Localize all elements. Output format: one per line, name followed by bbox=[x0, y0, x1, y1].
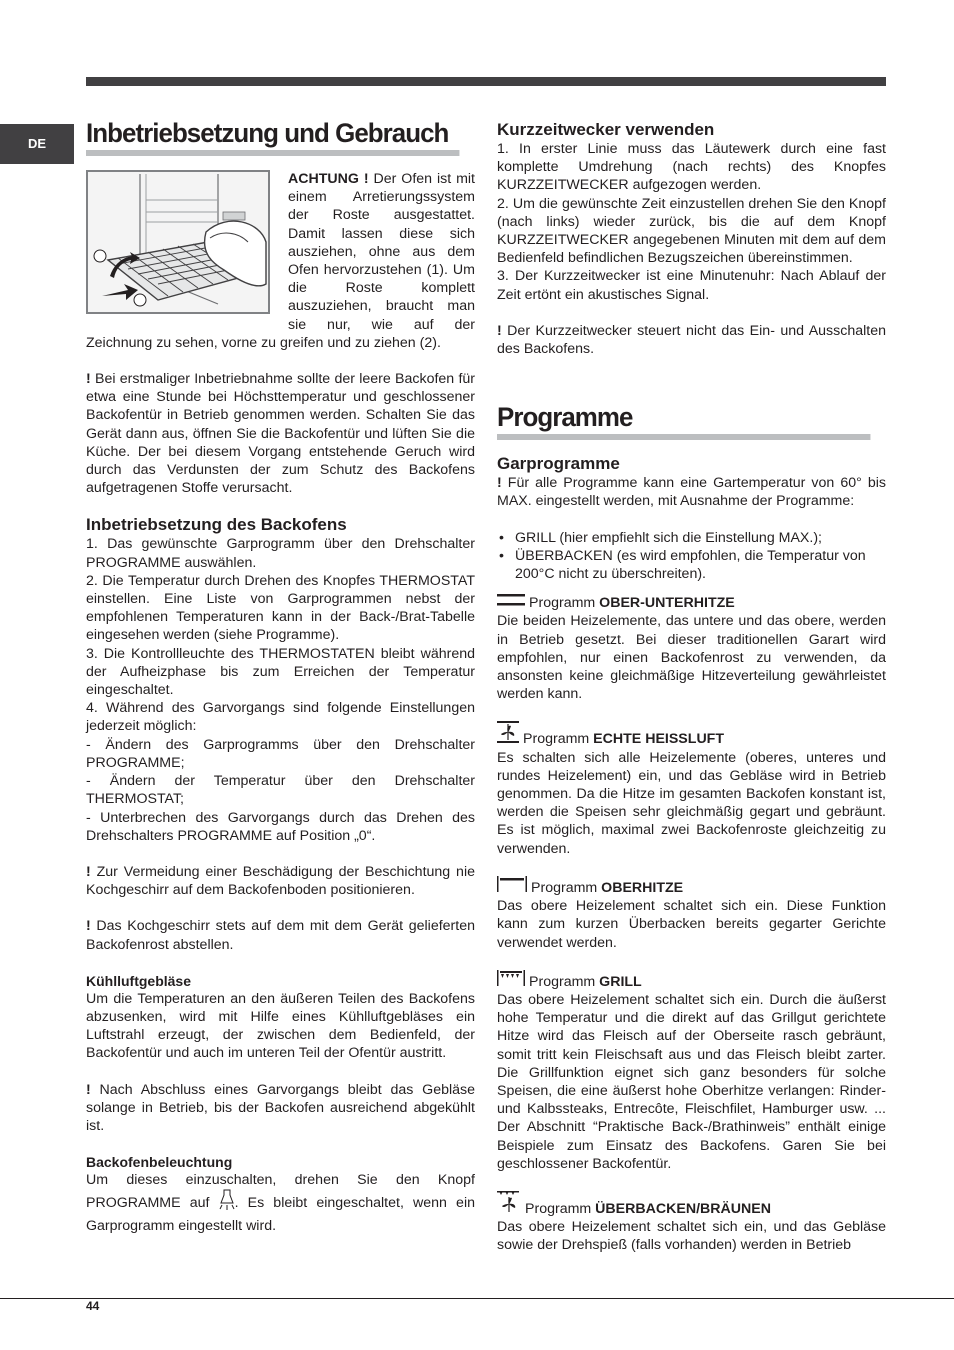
program-name: OBER-UNTERHITZE bbox=[599, 595, 735, 612]
grill-icon bbox=[497, 970, 525, 991]
top-bottom-heat-icon bbox=[497, 593, 525, 612]
warning-mark: ! bbox=[86, 863, 91, 880]
language-tab: DE bbox=[0, 124, 74, 164]
program-name: GRILL bbox=[599, 973, 642, 990]
cookware-warning: ! Das Kochgeschirr stets auf dem mit dem Gerät gelieferten Backofenrost abstellen. bbox=[86, 918, 475, 953]
left-column bbox=[86, 118, 475, 1235]
heading-inbetriebsetzung: Inbetriebsetzung des Backofens bbox=[86, 515, 347, 535]
step-4a: - Ändern des Garprogramms über den Drehschalter PROGRAMME; bbox=[86, 736, 475, 771]
footer-rule bbox=[0, 1298, 954, 1299]
kurz-step-3: 3. Der Kurzzeitwecker ist eine Minutenuhr: Nach Ablauf der Zeit ertönt ein akustisches Signal. bbox=[497, 268, 886, 303]
step-4b: - Ändern der Temperatur über den Drehschalter THERMOSTAT; bbox=[86, 773, 475, 808]
heading-beleuchtung: Backofenbeleuchtung bbox=[86, 1154, 233, 1171]
program-text-oberhitze: Das obere Heizelement schaltet sich ein. Diese Funktion kann zum kurzen Überbacken bereits gegarter Gerichte verwendet werden. bbox=[497, 898, 886, 951]
warning-mark: ! bbox=[86, 918, 91, 935]
step-2: 2. Die Temperatur durch Drehen des Knopfes THERMOSTAT einstellen. Eine Liste von Garprogrammen nebst der empfohlenen Temperaturen kann in der Back-/Brat-Tabelle eingesehen werden (siehe Programme). bbox=[86, 572, 475, 644]
section-title-usage: Inbetriebsetzung und Gebrauch bbox=[86, 118, 459, 156]
top-rule bbox=[86, 77, 886, 86]
program-heading-ober-unterhitze: Programm OBER-UNTERHITZE bbox=[497, 593, 886, 612]
program-heading-ueberbacken: Programm ÜBERBACKEN/BRÄUNEN bbox=[497, 1191, 886, 1218]
beleuchtung-text: Um dieses einzuschalten, drehen Sie den Knopf PROGRAMME auf . Es bleibt eingeschaltet, wenn ein Garprogramm eingestellt wird. bbox=[86, 1172, 475, 1234]
program-text-ueberbacken: Das obere Heizelement schaltet sich ein, und das Gebläse sowie der Drehspieß (falls vorhanden) werden in Betrieb bbox=[497, 1219, 886, 1254]
exception-list bbox=[497, 529, 886, 584]
program-name: OBERHITZE bbox=[601, 879, 684, 896]
program-text-grill: Das obere Heizelement schaltet sich ein. Durch die äußerst hohe Temperatur und die direkt auf das Grillgut gerichtete Hitze wird das Fleisch auf der Oberseite rasch gebräunt, somit tritt kein Fleischsaft aus und das Fleisch bleibt zarter. Die Grillfunktion eignet sich ganz besonders für solche Speisen, die eine äußerst hohe Oberhitze verlangen: Rinder- und Kalbssteaks, Entrecôte, Fleischfilet, Hamburger usw. ... Der Abschnitt “Praktische Back-/Brathinweis” enthält einige Beispiele zum Einsatz des Backofens. Garen Sie bei geschlossener Backofentür. bbox=[497, 991, 886, 1172]
step-4: 4. Während des Garvorgangs sind folgende Einstellungen jederzeit möglich: bbox=[86, 700, 475, 735]
warning-mark: ! bbox=[86, 1081, 91, 1098]
step-4c: - Unterbrechen des Garvorgangs durch das Drehen des Drehschalters PROGRAMME auf Position „0“. bbox=[86, 809, 475, 844]
program-heading-oberhitze: Programm OBERHITZE bbox=[497, 876, 886, 897]
heading-kurzzeitwecker: Kurzzeitwecker verwenden bbox=[497, 120, 715, 139]
list-item: • ÜBERBACKEN (es wird empfohlen, die Temperatur von 200°C nicht zu überschreiten). bbox=[497, 547, 886, 583]
kurz-step-1: 1. In erster Linie muss das Läutewerk durch eine fast komplette Umdrehung (nach rechts) des Knopfes KURZZEITWECKER aufgezogen werden. bbox=[497, 141, 886, 194]
program-name: ECHTE HEISSLUFT bbox=[593, 731, 725, 748]
warning-mark: ! bbox=[497, 322, 502, 339]
program-text-heissluft: Es schalten sich alle Heizelemente (oberes, unteres und rundes Heizelement) ein, und das Gebläse wird in Betrieb genommen. Da die Hitze im gesamten Backofen konstant ist, werden die Speisen sehr gleichmäßig gegart und gebräunt. Es ist möglich, maximal zwei Backofenroste gleichzeitig zu verwenden. bbox=[497, 749, 886, 857]
section-title-programme: Programme bbox=[497, 402, 870, 440]
program-heading-grill: Programm GRILL bbox=[497, 970, 886, 991]
program-heading-heissluft: Programm ECHTE HEISSLUFT bbox=[497, 721, 886, 748]
convection-fan-icon bbox=[497, 721, 519, 748]
achtung-block bbox=[86, 170, 475, 352]
fan-warning: ! Nach Abschluss eines Garvorgangs bleibt das Gebläse solange in Betrieb, bis der Backofen ausreichend abgekühlt ist. bbox=[86, 1081, 475, 1134]
page-number: 44 bbox=[86, 1299, 100, 1313]
heading-garprogramme: Garprogramme bbox=[497, 454, 620, 474]
oven-rack-drawing bbox=[88, 172, 268, 312]
oven-light-icon bbox=[219, 1189, 235, 1216]
top-heat-icon bbox=[497, 876, 527, 897]
step-3: 3. Die Kontrollleuchte des THERMOSTATEN bleibt während der Aufheizphase bis zum Erreichen der Temperatur eingeschaltet. bbox=[86, 645, 475, 699]
kurz-step-2: 2. Um die gewünschte Zeit einzustellen drehen Sie den Knopf (nach links) wieder zurück, bis die auf dem Knopf KURZZEITWECKER angegebenen Minuten mit dem auf dem Bedienfeld befindlichen Bezugszeichen übereinstimmen. bbox=[497, 195, 886, 267]
fan-grill-icon bbox=[497, 1191, 521, 1218]
list-item: • GRILL (hier empfiehlt sich die Einstellung MAX.); bbox=[497, 529, 886, 547]
right-column bbox=[497, 118, 886, 1255]
warning-mark: ! bbox=[86, 371, 91, 388]
heading-kuehlluft: Kühlluftgebläse bbox=[86, 972, 192, 989]
first-use-warning: ! Bei erstmaliger Inbetriebnahme sollte der leere Backofen für etwa eine Stunde bei Höchsttemperatur und geschlossener Backofentür in Betrieb genommen werden. Schalten Sie das Gerät dann aus, öffnen Sie die Backofentür und lüften Sie die Küche. Der bei diesem Vorgang entstehende Geruch wird durch das Verdunsten der zum Schutz des Backofens aufgetragenen Stoffe verursacht. bbox=[86, 371, 475, 497]
coating-warning: ! Zur Vermeidung einer Beschädigung der Beschichtung nie Kochgeschirr auf dem Backofenboden positionieren. bbox=[86, 863, 475, 899]
timer-warning: ! Der Kurzzeitwecker steuert nicht das Ein- und Ausschalten des Backofens. bbox=[497, 322, 886, 358]
achtung-label: ACHTUNG ! bbox=[288, 171, 369, 187]
warning-mark: ! bbox=[497, 475, 502, 492]
achtung-text: Der Ofen ist mit einem Arretierungssystem der Roste ausgestattet. Damit lassen diese sich ausziehen, ohne aus dem Ofen hervorzustehen (1). Um die Roste komplett auszuziehen, braucht man sie nur, wie auf der Zeichnung zu sehen, vorne zu greifen und zu ziehen (2). bbox=[86, 171, 475, 351]
garprog-text: ! Für alle Programme kann eine Gartemperatur von 60° bis MAX. eingestellt werden, mit Ausnahme der Programme: bbox=[497, 475, 886, 510]
step-1: 1. Das gewünschte Garprogramm über den Drehschalter PROGRAMME auswählen. bbox=[86, 536, 475, 571]
program-text-ober-unterhitze: Die beiden Heizelemente, das untere und das obere, werden in Betrieb gesetzt. Bei dieser traditionellen Garart wird empfohlen, nur einen Backofenrost zu verwenden, da ansonsten keine gleichmäßige Hitzeverteilung gewährleistet werden kann. bbox=[497, 613, 886, 703]
program-name: ÜBERBACKEN/BRÄUNEN bbox=[595, 1200, 771, 1217]
kuehlluft-text: Um die Temperaturen an den äußeren Teilen des Backofens abzusenken, wird mit Hilfe eines Kühlluftgebläses ein Luftstrahl erzeugt, der zwischen dem Bedienfeld, der Backofentür und auch im unteren Teil der Ofentür austritt. bbox=[86, 990, 475, 1062]
oven-rack-illustration bbox=[86, 170, 270, 314]
